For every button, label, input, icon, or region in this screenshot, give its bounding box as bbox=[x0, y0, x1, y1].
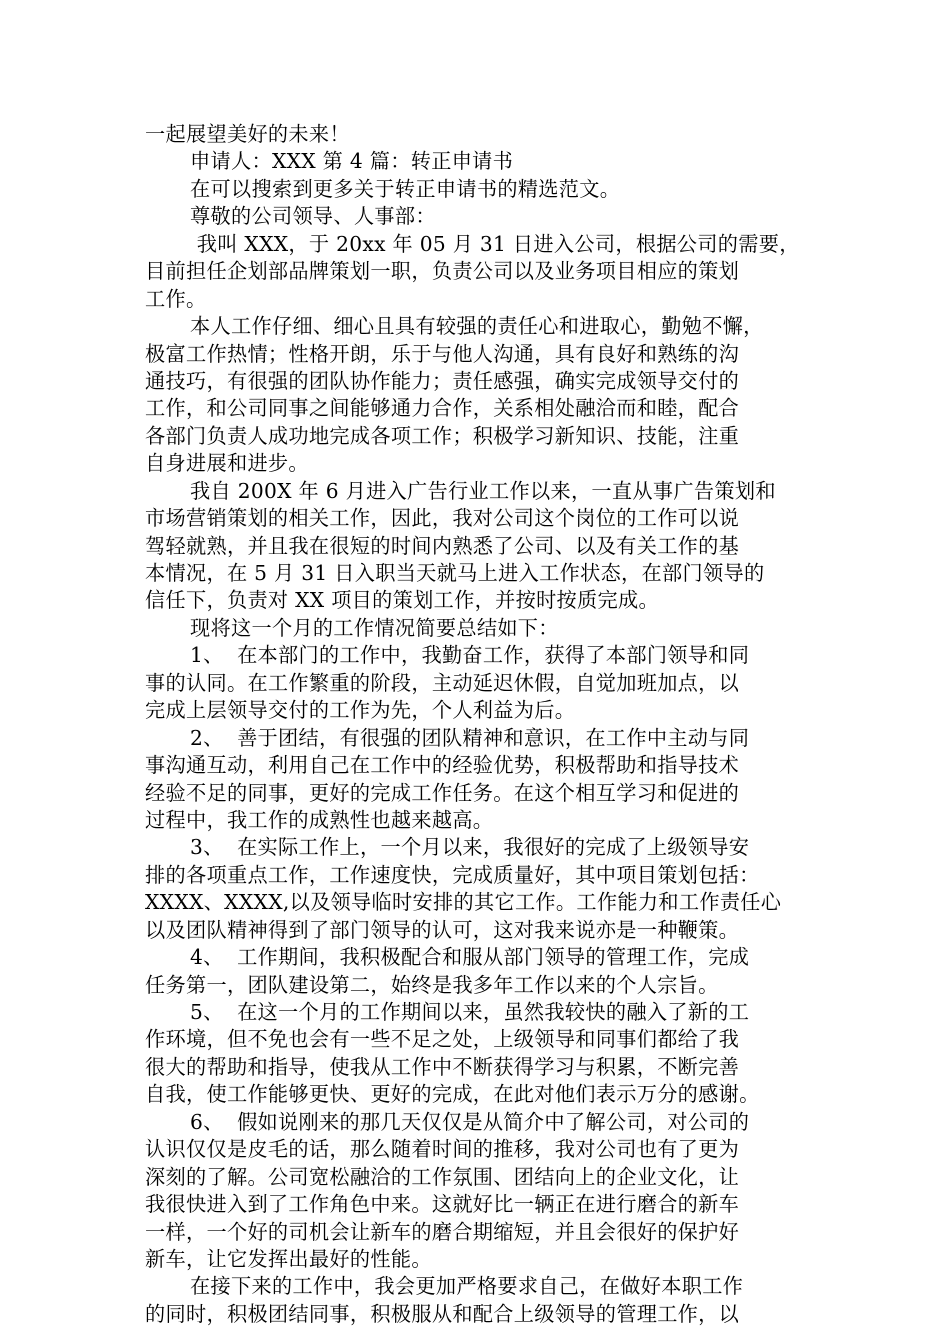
text-line: 新车，让它发挥出最好的性能。 bbox=[145, 1246, 432, 1271]
text-line: 本情况，在 5 月 31 日入职当天就马上进入工作状态，在部门领导的 bbox=[145, 561, 765, 585]
text-line: 任务第一，团队建设第二，始终是我多年工作以来的个人宗旨。 bbox=[145, 972, 719, 997]
text-line: 6、 假如说刚来的那几天仅仅是从简介中了解公司，对公司的 bbox=[190, 1109, 750, 1134]
text-line: 一样，一个好的司机会让新车的磨合期缩短，并且会很好的保护好 bbox=[145, 1219, 740, 1244]
text-line: 我自 200X 年 6 月进入广告行业工作以来，一直从事广告策划和 bbox=[190, 478, 776, 503]
text-line: 目前担任企划部品牌策划一职，负责公司以及业务项目相应的策划 bbox=[145, 259, 740, 284]
text-line: 工作，和公司同事之间能够通力合作，关系相处融洽而和睦，配合 bbox=[145, 396, 740, 421]
text-line: 信任下，负责对 XX 项目的策划工作，并按时按质完成。 bbox=[145, 588, 659, 613]
text-line: 尊敬的公司领导、人事部： bbox=[190, 204, 436, 229]
text-line: 在接下来的工作中，我会更加严格要求自己，在做好本职工作 bbox=[190, 1274, 744, 1299]
text-line: XXXX、XXXX,以及领导临时安排的其它工作。工作能力和工作责任心 bbox=[145, 890, 782, 915]
text-line: 我叫 XXX，于 20xx 年 05 月 31 日进入公司，根据公司的需要， bbox=[190, 231, 800, 256]
text-line: 5、 在这一个月的工作期间以来，虽然我较快的融入了新的工 bbox=[190, 1000, 750, 1024]
text-line: 认识仅仅是皮毛的话，那么随着时间的推移，我对公司也有了更为 bbox=[145, 1137, 740, 1162]
text-line: 一起展望美好的未来！ bbox=[145, 122, 350, 146]
text-line: 事沟通互动，利用自己在工作中的经验优势，积极帮助和指导技术 bbox=[145, 753, 740, 778]
text-line: 1、 在本部门的工作中，我勤奋工作，获得了本部门领导和同 bbox=[190, 643, 750, 668]
text-line: 驾轻就熟，并且我在很短的时间内熟悉了公司、以及有关工作的基 bbox=[145, 533, 740, 558]
text-line: 现将这一个月的工作情况简要总结如下： bbox=[190, 615, 559, 640]
text-line: 申请人：XXX 第 4 篇：转正申请书 bbox=[190, 149, 514, 174]
text-line: 我很快进入到了工作角色中来。这就好比一辆正在进行磨合的新车 bbox=[145, 1192, 740, 1217]
text-line: 自我，使工作能够更快、更好的完成，在此对他们表示万分的感谢。 bbox=[145, 1082, 760, 1107]
text-line: 4、 工作期间，我积极配合和服从部门领导的管理工作，完成 bbox=[190, 945, 750, 970]
text-line: 过程中，我工作的成熟性也越来越高。 bbox=[145, 807, 494, 832]
text-line: 在可以搜索到更多关于转正申请书的精选范文。 bbox=[190, 176, 621, 201]
text-line: 以及团队精神得到了部门领导的认可，这对我来说亦是一种鞭策。 bbox=[145, 917, 740, 942]
text-line: 市场营销策划的相关工作，因此，我对公司这个岗位的工作可以说 bbox=[145, 506, 740, 531]
text-line: 深刻的了解。公司宽松融洽的工作氛围、团结向上的企业文化，让 bbox=[145, 1164, 740, 1189]
text-line: 极富工作热情；性格开朗，乐于与他人沟通，具有良好和熟练的沟 bbox=[145, 341, 740, 366]
text-line: 很大的帮助和指导，使我从工作中不断获得学习与积累，不断完善 bbox=[145, 1054, 740, 1079]
text-line: 作环境，但不免也会有一些不足之处，上级领导和同事们都给了我 bbox=[145, 1027, 740, 1052]
text-line: 排的各项重点工作，工作速度快，完成质量好，其中项目策划包括： bbox=[145, 862, 760, 887]
text-line: 自身进展和进步。 bbox=[145, 451, 309, 476]
text-line: 事的认同。在工作繁重的阶段，主动延迟休假，自觉加班加点，以 bbox=[145, 670, 740, 695]
text-line: 本人工作仔细、细心且具有较强的责任心和进取心，勤勉不懈， bbox=[190, 314, 764, 339]
text-line: 各部门负责人成功地完成各项工作；积极学习新知识、技能，注重 bbox=[145, 423, 740, 448]
text-line: 完成上层领导交付的工作为先，个人利益为后。 bbox=[145, 698, 576, 723]
text-line: 3、 在实际工作上，一个月以来，我很好的完成了上级领导安 bbox=[190, 835, 750, 860]
document-body bbox=[145, 121, 810, 1328]
text-line: 通技巧，有很强的团队协作能力；责任感强，确实完成领导交付的 bbox=[145, 368, 740, 393]
text-line: 工作。 bbox=[145, 286, 207, 311]
text-line: 的同时，积极团结同事，积极服从和配合上级领导的管理工作，以 bbox=[145, 1301, 740, 1326]
text-line: 经验不足的同事，更好的完成工作任务。在这个相互学习和促进的 bbox=[145, 780, 740, 805]
text-line: 2、 善于团结，有很强的团队精神和意识，在工作中主动与同 bbox=[190, 725, 750, 750]
